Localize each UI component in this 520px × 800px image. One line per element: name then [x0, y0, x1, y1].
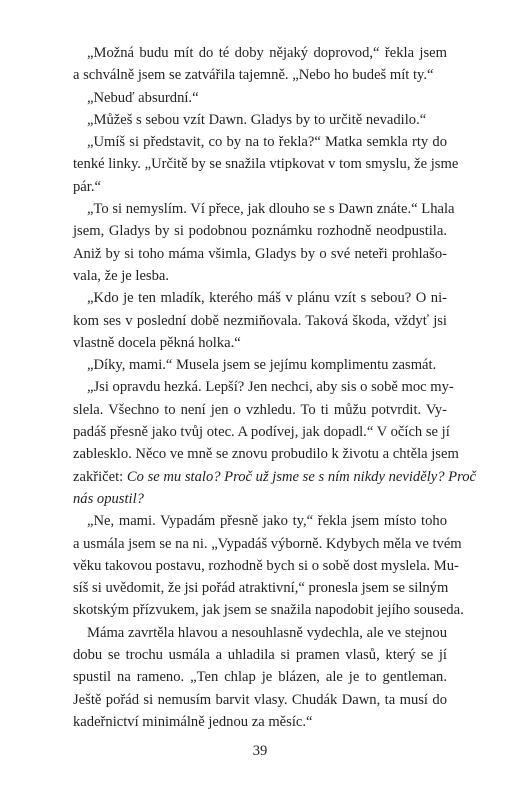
text-line: padáš přesně jako tvůj otec. A podívej, jak dopadl.“ V očích se jí [73, 424, 450, 441]
text-line: tenké linky. „Určitě by se snažila vtipkovat v tom smyslu, že jsme [73, 156, 459, 173]
text-line-italic-part: Co se mu stalo? Proč už jsme se s ním nikdy neviděly? Proč [126, 468, 476, 485]
text-line: „Umíš si představit, co by na to řekla?“ Matka semkla rty do [87, 134, 447, 151]
text-line: vlastně docela pěkná holka.“ [73, 334, 241, 351]
text-line: vala, že je lesba. [73, 267, 170, 284]
text-line-italic [73, 488, 447, 510]
text-line: Máma zavrtěla hlavou a nesouhlasně vydechla, ale ve stejnou [87, 624, 447, 641]
text-line: slela. Všechno to není jen o vzhledu. To ti můžu potvrdit. Vy- [73, 401, 447, 418]
text-line: „To si nemyslím. Ví přece, jak dlouho se s Dawn znáte.“ Lhala [87, 201, 455, 218]
text-line: „Kdo je ten mladík, kterého máš v plánu vzít s sebou? O ni- [87, 290, 447, 307]
text-line: dobu se trochu usmála a uhladila si pramen vlasů, který se jí [73, 647, 447, 664]
text-line: a schválně jsem se zatvářila tajemně. „Nebo ho budeš mít ty.“ [73, 67, 434, 84]
text-line-plain-part: zakřičet: [73, 468, 127, 485]
text-line: „Možná budu mít do té doby nějaký doprovod,“ řekla jsem [87, 45, 447, 61]
text-line: „Nebuď absurdní.“ [87, 89, 199, 106]
text-line: kom ses v poslední době nezmiňovala. Taková škoda, vždyť jsi [73, 312, 447, 329]
text-line: jsem, Gladys by si podobnou poznámku rozhodně neodpustila. [73, 223, 447, 240]
text-line: kadeřnictví minimálně jednou za měsíc.“ [73, 713, 313, 730]
text-line: skotským přízvukem, jak jsem se snažila napodobit jejího souseda. [73, 602, 464, 619]
text-line: spustil na rameno. „Ten chlap je blázen, ale je to gentleman. [73, 669, 447, 686]
text-line: pár.“ [73, 178, 101, 195]
text-line: „Ne, mami. Vypadám přesně jako ty,“ řekla jsem místo toho [87, 513, 447, 530]
body-text [73, 42, 476, 733]
text-line: „Jsi opravdu hezká. Lepší? Jen nechci, aby sis o sobě moc my- [87, 379, 454, 396]
page-number: 39 [252, 743, 268, 759]
text-line-italic-part: nás opustil? [73, 490, 144, 507]
text-line-mixed [73, 466, 476, 488]
text-line: a usmála jsem se na ni. „Vypadáš výborně. Kdybych měla ve tvém [73, 535, 462, 552]
text-line: věku takovou postavu, rozhodně bych si o sobě dost myslela. Mu- [73, 557, 459, 574]
text-line: síš si uvědomit, že jsi pořád atraktivní,“ pronesla jsem se silným [73, 580, 449, 597]
text-line: „Díky, mami.“ Musela jsem se jejímu komplimentu zasmát. [87, 357, 437, 374]
text-line: zablesklo. Něco ve mně se znovu probudilo k životu a chtěla jsem [73, 446, 459, 463]
text-line: Ještě pořád si nemusím barvit vlasy. Chudák Dawn, ta musí do [73, 691, 447, 708]
text-line: Aniž by si toho máma všimla, Gladys by o své neteři prohlašo- [73, 245, 447, 262]
text-line: „Můžeš s sebou vzít Dawn. Gladys by to určitě nevadilo.“ [87, 111, 427, 128]
